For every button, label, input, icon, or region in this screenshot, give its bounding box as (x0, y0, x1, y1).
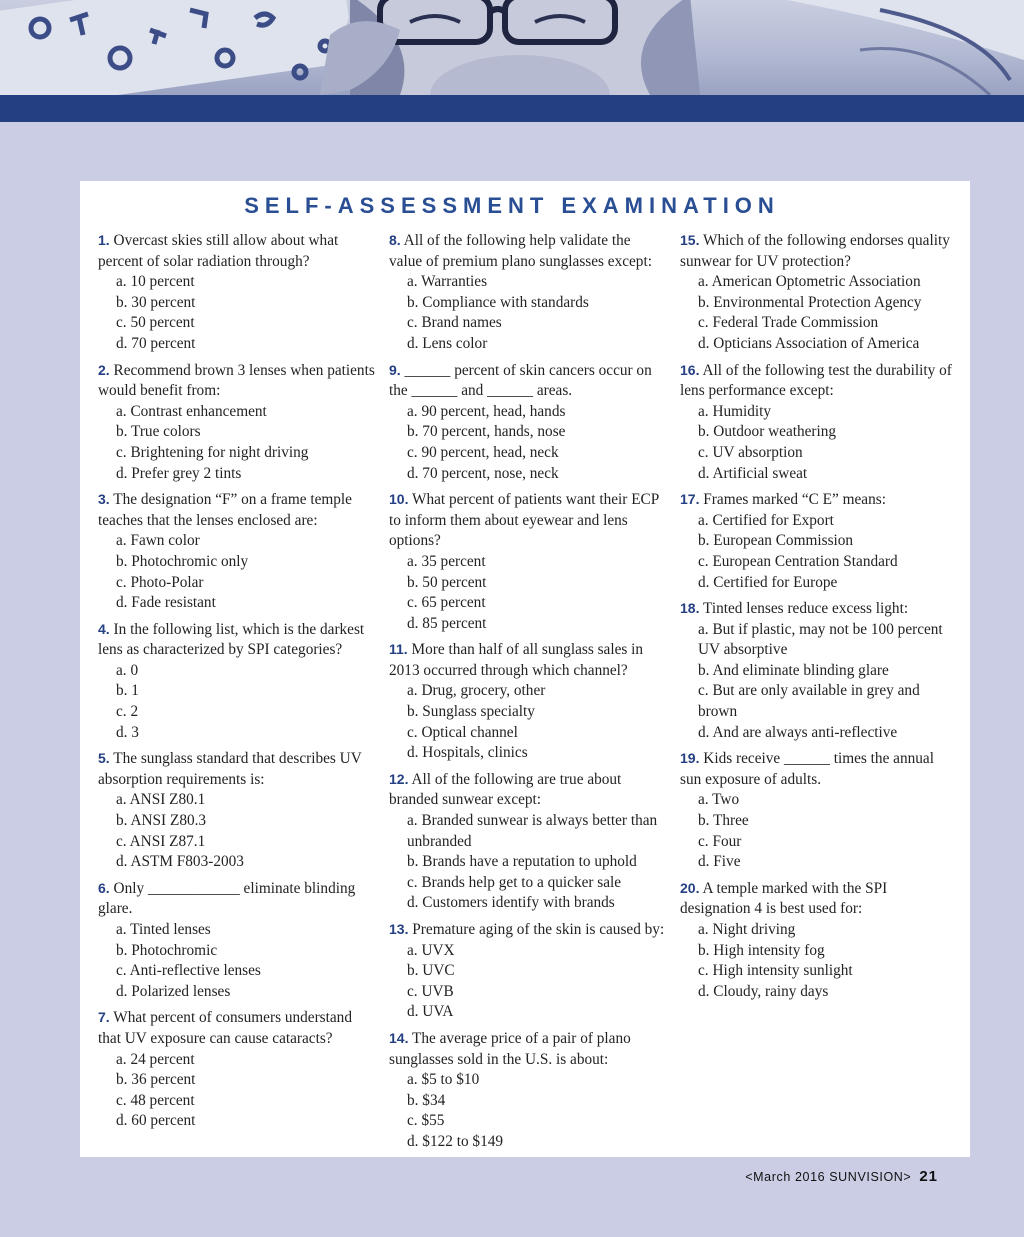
question-number: 9. (389, 361, 401, 378)
question (98, 230, 376, 355)
answer-option: d. Artificial sweat (698, 464, 808, 482)
question-number: 3. (98, 491, 110, 508)
answer-option: a. Humidity (698, 402, 772, 420)
question-stem (98, 619, 376, 661)
answer-option: b. 1 (116, 682, 139, 700)
question-text: Which of the following endorses quality sunwear for UV protection? (680, 232, 950, 270)
question-stem (680, 598, 958, 620)
question-number: 17. (680, 491, 700, 508)
answer-option: d. Fade resistant (116, 594, 216, 612)
answer-option: a. Certified for Export (698, 511, 834, 529)
question-number: 18. (680, 600, 700, 617)
answer-option: a. 10 percent (116, 273, 195, 291)
answer-option: c. ANSI Z87.1 (116, 832, 206, 850)
question (389, 769, 667, 914)
answer-option: d. 70 percent (116, 334, 196, 352)
answer-option: c. Federal Trade Commission (698, 314, 879, 332)
answer-option: c. But are only available in grey and brown (698, 682, 920, 721)
issue-label: <March 2016 SUNVISION> (745, 1170, 912, 1184)
answer-option: d. And are always anti-reflective (698, 723, 898, 741)
exam-title: SELF-ASSESSMENT EXAMINATION (244, 193, 780, 218)
question (389, 489, 667, 634)
answer-option: b. Photochromic only (116, 552, 249, 570)
answer-option: b. True colors (116, 423, 201, 441)
answer-option: b. Compliance with standards (407, 293, 589, 311)
question-text: Recommend brown 3 lenses when patients would benefit from: (98, 361, 375, 400)
answer-option: d. Certified for Europe (698, 573, 838, 591)
answer-option: a. Tinted lenses (116, 921, 211, 938)
question (389, 1028, 667, 1153)
question-number: 12. (389, 770, 409, 787)
answer-option: d. UVA (407, 1003, 454, 1021)
question-text: In the following list, which is the darkest lens as characterized by SPI categories? (98, 620, 365, 659)
answer-option: a. 0 (116, 661, 139, 679)
answer-option: b. European Commission (698, 532, 854, 550)
answer-option: b. Three (698, 812, 749, 830)
question (680, 598, 958, 743)
header-band (0, 95, 1024, 122)
answer-option: a. Night driving (698, 921, 796, 938)
question-number: 14. (389, 1029, 409, 1046)
answer-option: b. 70 percent, hands, nose (407, 423, 566, 441)
question-number: 20. (680, 879, 700, 896)
question-text: The average price of a pair of plano sunglasses sold in the U.S. is about: (389, 1029, 631, 1068)
answer-option: a. Warranties (407, 273, 488, 291)
answer-option: a. Contrast enhancement (116, 402, 267, 420)
question-stem (98, 230, 376, 272)
question-number: 15. (680, 232, 700, 248)
answer-option: d. Hospitals, clinics (407, 744, 528, 762)
answer-option: c. 2 (116, 703, 139, 721)
question-stem (680, 489, 958, 511)
answer-option: b. Environmental Protection Agency (698, 293, 922, 311)
answer-option: a. ANSI Z80.1 (116, 791, 206, 809)
question-text: All of the following are true about branded sunwear except: (389, 770, 622, 809)
answer-option: c. 50 percent (116, 314, 195, 332)
answer-option: a. Drug, grocery, other (407, 682, 546, 700)
question (389, 639, 667, 764)
question-text: Premature aging of the skin is caused by: (412, 921, 665, 938)
answer-option: c. Photo-Polar (116, 573, 204, 591)
answer-option: d. Five (698, 853, 741, 871)
question-stem (389, 1028, 667, 1070)
question-stem (389, 919, 667, 941)
question-stem (98, 878, 376, 920)
question-text: Tinted lenses reduce excess light: (703, 600, 909, 618)
question (98, 360, 376, 485)
question-column-3 (680, 230, 958, 1007)
question-number: 1. (98, 232, 110, 248)
answer-option: a. $5 to $10 (407, 1071, 480, 1089)
question-column-2 (389, 230, 667, 1158)
answer-option: d. 70 percent, nose, neck (407, 464, 559, 482)
question-stem (680, 360, 958, 402)
question (680, 748, 958, 873)
answer-option: c. High intensity sunlight (698, 962, 853, 980)
answer-option: b. ANSI Z80.3 (116, 812, 207, 830)
answer-option: b. And eliminate blinding glare (698, 661, 889, 679)
answer-option: b. Photochromic (116, 941, 218, 959)
question-text: Kids receive ______ times the annual sun exposure of adults. (680, 750, 934, 788)
question-number: 5. (98, 750, 110, 767)
question-stem (389, 769, 667, 811)
question-text: All of the following test the durability of lens performance except: (680, 361, 952, 400)
answer-option: c. $55 (407, 1112, 445, 1130)
header-photo (0, 0, 1024, 95)
photo-illustration (0, 0, 1024, 95)
question-column-1 (98, 230, 376, 1137)
question-number: 2. (98, 361, 110, 378)
question-text: What percent of patients want their ECP to inform them about eyewear and lens options? (389, 491, 659, 550)
answer-option: c. 48 percent (116, 1091, 195, 1109)
question (98, 1007, 376, 1132)
answer-option: a. American Optometric Association (698, 273, 921, 291)
question (98, 489, 376, 614)
answer-option: c. UV absorption (698, 443, 803, 461)
answer-option: c. European Centration Standard (698, 552, 898, 570)
answer-option: a. Branded sunwear is always better than unbranded (407, 812, 658, 850)
answer-option: c. Brands help get to a quicker sale (407, 873, 622, 891)
question-text: Overcast skies still allow about what percent of solar radiation through? (98, 232, 339, 270)
answer-option: d. 3 (116, 723, 139, 741)
answer-option: c. Brightening for night driving (116, 443, 309, 461)
answer-option: d. Prefer grey 2 tints (116, 464, 242, 482)
answer-option: c. Optical channel (407, 723, 518, 741)
answer-option: c. 65 percent (407, 594, 486, 612)
answer-option: a. 90 percent, head, hands (407, 402, 566, 420)
question-text: The sunglass standard that describes UV absorption requirements is: (98, 750, 362, 788)
answer-option: d. 60 percent (116, 1112, 196, 1130)
answer-option: d. Polarized lenses (116, 982, 231, 1000)
answer-option: b. $34 (407, 1091, 446, 1109)
question-number: 10. (389, 491, 409, 508)
question-text: More than half of all sunglass sales in 2013 occurred through which channel? (389, 641, 644, 679)
page-number: 21 (919, 1168, 938, 1185)
answer-option: a. Two (698, 791, 740, 809)
question-stem (98, 1007, 376, 1049)
answer-option: b. High intensity fog (698, 941, 825, 959)
question (389, 360, 667, 485)
question-number: 16. (680, 361, 700, 378)
question-stem (680, 230, 958, 272)
answer-option: b. Sunglass specialty (407, 703, 535, 721)
answer-option: a. 24 percent (116, 1050, 195, 1068)
question-stem (389, 230, 667, 272)
answer-option: d. Opticians Association of America (698, 334, 920, 352)
question-stem (98, 748, 376, 790)
question-number: 8. (389, 232, 401, 248)
answer-option: b. Outdoor weathering (698, 423, 837, 441)
question-number: 13. (389, 921, 409, 937)
question-text: Only ____________ eliminate blinding glare. (98, 879, 356, 918)
answer-option: a. 35 percent (407, 552, 486, 570)
answer-option: b. 30 percent (116, 293, 196, 311)
question (680, 230, 958, 355)
answer-option: b. Brands have a reputation to uphold (407, 853, 637, 871)
answer-option: b. UVC (407, 962, 455, 980)
page-footer (745, 1168, 938, 1185)
question (98, 748, 376, 873)
question-text: The designation “F” on a frame temple teaches that the lenses enclosed are: (98, 491, 352, 529)
question (389, 919, 667, 1023)
question (680, 878, 958, 1003)
question-number: 7. (98, 1009, 110, 1026)
answer-option: a. Fawn color (116, 532, 200, 550)
question-stem (389, 489, 667, 552)
question (389, 230, 667, 355)
question-text: What percent of consumers understand that UV exposure can cause cataracts? (98, 1009, 352, 1047)
question (98, 619, 376, 744)
question-number: 6. (98, 879, 110, 896)
answer-option: c. Four (698, 832, 742, 850)
question-stem (389, 639, 667, 681)
answer-option: c. Brand names (407, 314, 502, 332)
answer-option: d. Lens color (407, 334, 488, 352)
answer-option: d. ASTM F803-2003 (116, 853, 244, 871)
question-stem (389, 360, 667, 402)
question (98, 878, 376, 1003)
answer-option: b. 36 percent (116, 1071, 196, 1089)
answer-option: c. 90 percent, head, neck (407, 443, 559, 461)
question-text: ______ percent of skin cancers occur on the ______ and ______ areas. (389, 361, 652, 400)
answer-option: d. 85 percent (407, 614, 487, 632)
answer-option: d. Customers identify with brands (407, 894, 615, 912)
answer-option: b. 50 percent (407, 573, 487, 591)
question-text: All of the following help validate the value of premium plano sunglasses except: (389, 232, 652, 270)
answer-option: c. UVB (407, 982, 454, 1000)
question (680, 489, 958, 593)
question-stem (680, 878, 958, 920)
question-number: 19. (680, 750, 700, 767)
question-number: 11. (389, 641, 408, 658)
question (680, 360, 958, 485)
answer-option: d. Cloudy, rainy days (698, 982, 829, 1000)
answer-option: a. UVX (407, 941, 455, 959)
question-text: A temple marked with the SPI designation 4 is best used for: (680, 879, 888, 918)
answer-option: c. Anti-reflective lenses (116, 962, 261, 980)
answer-option: d. $122 to $149 (407, 1132, 504, 1150)
question-number: 4. (98, 620, 110, 637)
question-text: Frames marked “C E” means: (703, 491, 886, 509)
answer-option: a. But if plastic, may not be 100 percent UV absorptive (698, 620, 943, 659)
question-stem (98, 489, 376, 531)
question-stem (680, 748, 958, 790)
question-stem (98, 360, 376, 402)
